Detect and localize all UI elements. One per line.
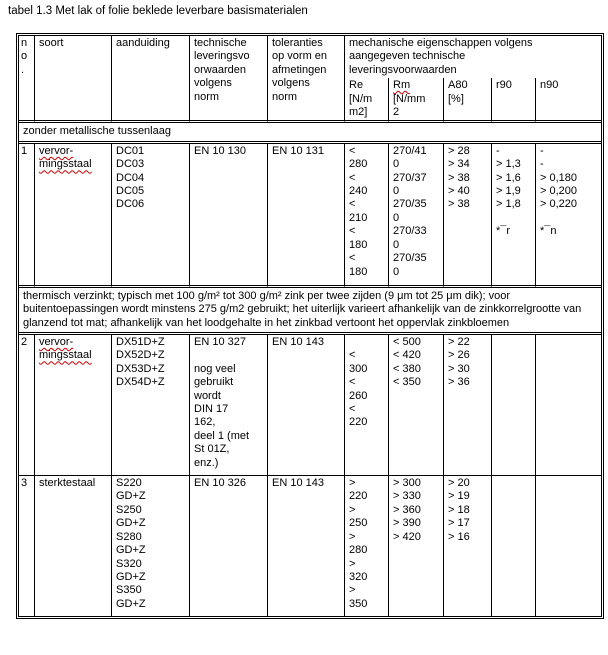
row-technisch: EN 10 326 [190,476,268,616]
row-a80: > 20 > 19 > 18 > 17 > 16 [444,476,492,616]
row-a80: > 22 > 26 > 30 > 36 [444,335,492,476]
row-n90 [536,476,601,616]
row-r90: - > 1,3 > 1,6 > 1,9 > 1,8 *¯r [492,144,536,288]
row-aanduiding: S220 GD+Z S250 GD+Z S280 GD+Z S320 GD+Z S350 GD+Z [112,476,190,616]
row-n90: - - > 0,180 > 0,200 > 0,220 *¯n [536,144,601,288]
header-aanduiding: aanduiding [112,36,190,123]
row-soort: vervor- mingsstaal [35,144,112,288]
row-re: < 300 < 260 < 220 [345,335,389,476]
row-re: < 280 < 240 < 210 < 180 < 180 [345,144,389,288]
row-n90 [536,335,601,476]
header-row [19,36,601,78]
row-toleranties: EN 10 131 [268,144,345,288]
row-r90 [492,476,536,616]
header-rm: Rm [N/mm 2 [389,78,444,123]
section-title-galvanized: thermisch verzinkt; typisch met 100 g/m² tot 300 g/m² zink per twee zijden (9 μm tot 25 μm dik); voor buitentoepassingen wordt minstens 275 g/m2 gebruikt; het uiterlijk varieert afhankelijk van de zinkkorrelgrootte van glanzend tot mat; afhankelijk van het loodgehalte in het zinkbad vertoont het oppervlak zinkbloemen [19,288,601,335]
row-technisch: EN 10 130 [190,144,268,288]
row-number: 2 [19,335,35,476]
row-toleranties: EN 10 143 [268,476,345,616]
row-r90 [492,335,536,476]
header-re: Re [N/m m2] [345,78,389,123]
header-technische: technische leveringsvo orwaarden volgens norm [190,36,268,123]
row-number: 3 [19,476,35,616]
header-n90: n90 [536,78,601,123]
table-row [19,476,601,616]
materials-table [16,33,604,619]
header-mechanische: mechanische eigenschappen volgens aangegeven technische leveringsvoorwaarden [349,37,533,76]
row-toleranties: EN 10 143 [268,335,345,476]
row-rm: < 500 < 420 < 380 < 350 [389,335,444,476]
header-a80: A80 [%] [444,78,492,123]
section-row-2 [19,288,601,335]
section-row-1 [19,123,601,143]
row-technisch: EN 10 327 nog veel gebruikt wordt DIN 17 162, deel 1 (met St 01Z, enz.) [190,335,268,476]
row-re: > 220 > 250 > 280 > 320 > 350 [345,476,389,616]
row-rm: 270/41 0 270/37 0 270/35 0 270/33 0 270/35 0 [389,144,444,288]
table-row [19,335,601,476]
section-title-uncoated: zonder metallische tussenlaag [19,123,601,143]
header-r90: r90 [492,78,536,123]
row-rm: > 300 > 330 > 360 > 390 > 420 [389,476,444,616]
header-toleranties: toleranties op vorm en afmetingen volgens norm [268,36,345,123]
header-no: n o . [19,36,35,123]
row-aanduiding: DC01 DC03 DC04 DC05 DC06 [112,144,190,288]
table-row [19,144,601,288]
row-soort: sterktestaal [35,476,112,616]
header-soort: soort [35,36,112,123]
row-soort: vervor- mingsstaal [35,335,112,476]
row-aanduiding: DX51D+Z DX52D+Z DX53D+Z DX54D+Z [112,335,190,476]
table-caption: tabel 1.3 Met lak of folie beklede leverbare basismaterialen [8,5,308,17]
row-number: 1 [19,144,35,288]
row-a80: > 28 > 34 > 38 > 40 > 38 [444,144,492,288]
